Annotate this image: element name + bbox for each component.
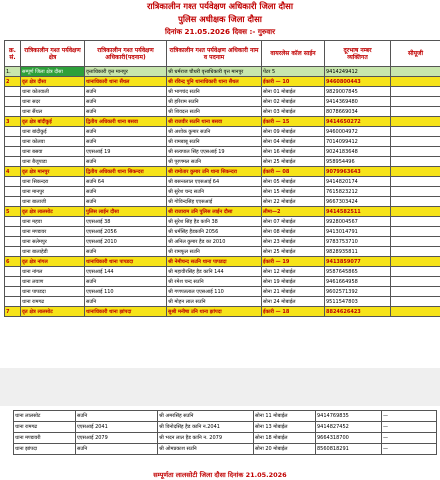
row-officer-post: एएसआई 2041	[76, 422, 158, 433]
patrol-schedule-continued-table	[13, 410, 437, 455]
row-phone: 7014099412	[325, 137, 391, 147]
row-officer-post: एएसआई 144	[85, 267, 167, 277]
row-area: थाना बांदीकुई	[21, 127, 85, 137]
row-call-sign: सोना 21 मोबाईल	[262, 287, 325, 297]
row-sn	[5, 217, 21, 227]
col-call-sign: वायरलेस कॉल साईन	[262, 41, 325, 67]
row-call-sign: सोना 02 मोबाईल	[262, 97, 325, 107]
row-area: थाना बसवा	[21, 147, 85, 157]
document-title: रात्रिकालीन गश्त पर्यवेक्षण अधिकारी जिला दौसा	[146, 1, 294, 11]
table-row-section	[5, 77, 440, 87]
table-row-section	[5, 307, 440, 317]
row-phone: 8078669034	[325, 107, 391, 117]
row-officer-name: सुश्री मनीषा उनि थाना झांपदा	[167, 307, 262, 317]
row-call-sign: सोना 19 मोबाईल	[262, 277, 325, 287]
row-officer-name: श्री रामबाबू सउनि	[167, 137, 262, 147]
row-officer-post: द्वितीय अधिकारी थाना सिकन्दरा	[85, 167, 167, 177]
row-phone: 9414820174	[325, 177, 391, 187]
row-sn: 6	[5, 257, 21, 267]
footer-line: सम्पूर्णता लालसोटी जिला दौसा दिनांक 21.05.2026	[153, 471, 287, 479]
table-row	[14, 433, 437, 444]
row-cug	[391, 277, 440, 287]
table-row-section	[5, 117, 440, 127]
row-sn: 2	[5, 77, 21, 87]
row-officer-post: सउनि	[76, 444, 158, 455]
row-call-sign: सोना 07 मोबाईल	[262, 217, 325, 227]
row-call-sign: ईकारी — 15	[262, 117, 325, 127]
row-area: सम्पूर्ण जिला क्षेत्र दौसा	[21, 67, 85, 77]
row-officer-name: श्री शिवदत्त सउनि	[167, 107, 262, 117]
row-officer-post: वृत्ताधिकारी वृत्त मानपुर	[85, 67, 167, 77]
row-call-sign: सोना 15 मोबाईल	[262, 187, 325, 197]
row-call-sign: ईकारी — 10	[262, 77, 325, 87]
row-officer-post: सउनि	[85, 187, 167, 197]
row-officer-post: द्वितीय अधिकारी थाना बसवा	[85, 117, 167, 127]
col-officer-post: रात्रिकालीन गश्त पर्यवेक्षण अधिकारी(पदनाम)	[85, 41, 167, 67]
row-sn	[5, 237, 21, 247]
row-officer-name: श्री सुरेश चन्द सउनि	[167, 187, 262, 197]
col-officer-name: रात्रिकालीन गश्त पर्यवेक्षण अधिकारी नाम व पदनाम	[167, 41, 262, 67]
row-call-sign: सोना 11 मोबाईल	[254, 411, 316, 422]
row-officer-name: श्री मोहन लाल सउनि	[167, 297, 262, 307]
row-sn: 4	[5, 167, 21, 177]
row-phone: 9460004972	[325, 127, 391, 137]
row-area: थाना बालाजी	[21, 197, 85, 207]
row-sn: 5	[5, 207, 21, 217]
row-area: वृत क्षेत्र बांदीकुई	[21, 117, 85, 127]
row-phone: 9511547803	[325, 297, 391, 307]
col-sn: क्र. सं.	[5, 41, 21, 67]
row-officer-post: सउनि	[85, 107, 167, 117]
row-call-sign: सोना 22 मोबाईल	[262, 197, 325, 207]
row-cug	[391, 147, 440, 157]
row-area: थाना लवाण	[21, 277, 85, 287]
table-row	[5, 177, 440, 187]
row-officer-name: श्री धर्मसिंह हैडकानि 2056	[167, 227, 262, 237]
table-row-section	[5, 257, 440, 267]
row-officer-name: श्री बसन्तलाल एएसआई 64	[167, 177, 262, 187]
row-sn	[5, 197, 21, 207]
row-officer-name: श्री भागचंद सउनि	[167, 87, 262, 97]
row-sn: 3	[5, 117, 21, 127]
row-sn	[5, 87, 21, 97]
row-phone: 9587645865	[325, 267, 391, 277]
row-call-sign: सोना 18 मोबाईल	[254, 433, 316, 444]
row-cug	[391, 127, 440, 137]
table-row	[5, 97, 440, 107]
office-title: पुलिस अधीक्षक जिला दौसा	[178, 14, 262, 24]
row-phone: 9079963643	[325, 167, 391, 177]
row-officer-name: श्री भदन लाल हैड कानि न. 2079	[158, 433, 254, 444]
table-row	[5, 217, 440, 227]
row-officer-name: श्री हरिराम सउनि	[167, 97, 262, 107]
col-personal-label: व्यक्तिगत	[347, 53, 368, 61]
row-sn	[5, 127, 21, 137]
row-phone: 9024183648	[325, 147, 391, 157]
row-area: थाना सलेमपुर	[21, 237, 85, 247]
row-officer-post: सउनि	[85, 277, 167, 287]
row-call-sign: सोना 16 मोबाईल	[262, 147, 325, 157]
row-phone: 7615823212	[325, 187, 391, 197]
row-area: थाना पापडदा	[21, 287, 85, 297]
row-sn	[5, 187, 21, 197]
row-phone: 9829007845	[325, 87, 391, 97]
row-cug	[391, 157, 440, 167]
row-cug	[391, 217, 440, 227]
row-officer-name: श्री रमेश चन्द सउनि	[167, 277, 262, 287]
row-officer-post: सउनि	[85, 197, 167, 207]
table-row	[5, 87, 440, 97]
row-cug	[391, 197, 440, 207]
row-cug	[391, 297, 440, 307]
row-cug	[391, 187, 440, 197]
row-officer-post: एएसआई 2056	[85, 227, 167, 237]
row-sn	[5, 267, 21, 277]
row-cug: —	[382, 422, 437, 433]
row-area: थाना कोलवा	[21, 137, 85, 147]
table-row	[5, 187, 440, 197]
row-cug	[391, 177, 440, 187]
row-area: थाना कोतवाली	[21, 87, 85, 97]
row-officer-name: श्री सत्यपाल सिंह एएसआई 19	[167, 147, 262, 157]
row-call-sign: सोना 03 मोबाईल	[262, 107, 325, 117]
row-phone: 9783753710	[325, 237, 391, 247]
table-row	[5, 237, 440, 247]
row-call-sign: लीमा—2	[262, 207, 325, 217]
row-cug	[391, 77, 440, 87]
row-phone: 9414582511	[325, 207, 391, 217]
row-officer-post: सउनि	[76, 411, 158, 422]
row-officer-post: सउनि	[85, 297, 167, 307]
row-officer-name: श्री राजाराम उनि पुलिस लाईन दौसा	[167, 207, 262, 217]
row-cug	[391, 117, 440, 127]
row-cug: —	[382, 444, 437, 455]
row-phone: 9460800443	[325, 77, 391, 87]
row-cug	[391, 257, 440, 267]
row-phone: 9413859077	[325, 257, 391, 267]
row-officer-name: श्री गणपतलाल एएसआई 110	[167, 287, 262, 297]
table-row	[5, 227, 440, 237]
row-cug	[391, 307, 440, 317]
row-area: थाना रामगढ	[14, 422, 76, 433]
row-officer-name: श्री पूरणमल सउनि	[167, 157, 262, 167]
row-officer-post: सउनि	[85, 137, 167, 147]
row-cug	[391, 87, 440, 97]
row-phone: 9414650272	[325, 117, 391, 127]
row-area: थाना बैजूपाडा	[21, 157, 85, 167]
row-area: थाना सदर	[21, 97, 85, 107]
row-call-sign: सोना 08 मोबाईल	[262, 227, 325, 237]
row-phone: 9602571392	[325, 287, 391, 297]
row-officer-name: श्री गोविन्दसिंह एएसआई	[167, 197, 262, 207]
row-area: वृत क्षेत्र नांगल	[21, 257, 85, 267]
row-officer-name: श्री सुरेश सिंह हैड कानि 38	[167, 217, 262, 227]
row-call-sign: सोना 13 मोबाईल	[254, 422, 316, 433]
page-break	[0, 368, 440, 406]
row-sn	[5, 137, 21, 147]
table-row	[5, 127, 440, 137]
row-area: थाना सैंथल	[21, 107, 85, 117]
row-call-sign: ईकारी — 08	[262, 167, 325, 177]
row-area: वृत क्षेत्र मानपुर	[21, 167, 85, 177]
row-officer-name: श्री राजवीर सउनि थाना बसवा	[167, 117, 262, 127]
row-call-sign: सोना 01 मोबाईल	[262, 87, 325, 97]
row-officer-name: श्री नेमीचन्द सउनि थाना पापडदा	[167, 257, 262, 267]
col-phone	[325, 41, 391, 67]
row-cug	[391, 227, 440, 237]
row-cug	[391, 237, 440, 247]
row-call-sign: पेंटर 5	[262, 67, 325, 77]
row-sn	[5, 287, 21, 297]
row-officer-post: सउनि	[85, 247, 167, 257]
table-row	[14, 422, 437, 433]
row-sn	[5, 297, 21, 307]
row-officer-name: श्री रामफूल सउनि	[167, 247, 262, 257]
row-sn: 7	[5, 307, 21, 317]
row-area: थाना मण्डावरी	[14, 433, 76, 444]
row-officer-post: एएसआई 2010	[85, 237, 167, 247]
row-cug	[391, 67, 440, 77]
row-area: थाना सिकन्दरा	[21, 177, 85, 187]
table-header-row	[5, 41, 440, 67]
patrol-schedule-table	[4, 40, 440, 317]
row-sn	[5, 177, 21, 187]
row-area: थाना मण्डावर	[21, 227, 85, 237]
row-sn	[5, 147, 21, 157]
row-phone: 9413014791	[325, 227, 391, 237]
row-officer-post: सउनि	[85, 157, 167, 167]
table-row	[5, 137, 440, 147]
row-officer-name: श्री अमरसिंह सउनि	[158, 411, 254, 422]
row-sn	[5, 157, 21, 167]
row-call-sign: सोना 24 मोबाईल	[262, 297, 325, 307]
row-area: वृत क्षेत्र लालसोट	[21, 207, 85, 217]
row-area: थाना नांगल	[21, 267, 85, 277]
row-phone: 9928004567	[325, 217, 391, 227]
row-area: वृत क्षेत्र दौसा	[21, 77, 85, 87]
table-row-section	[5, 207, 440, 217]
col-phone-label: दूरभाष नम्बर	[343, 46, 372, 54]
row-sn: 1.	[5, 67, 21, 77]
row-area: थाना मानपुर	[21, 187, 85, 197]
row-area: थाना महवा	[21, 217, 85, 227]
table-row	[5, 197, 440, 207]
row-sn	[5, 277, 21, 287]
table-row	[14, 444, 437, 455]
row-call-sign: सोना 09 मोबाईल	[262, 127, 325, 137]
table-row-section	[5, 67, 440, 77]
row-officer-post: एएसआई 38	[85, 217, 167, 227]
row-officer-name: श्री रामोतार कुमार उनि थाना सिकन्दरा	[167, 167, 262, 177]
row-officer-name: श्री ओमप्रकाश सउनि	[158, 444, 254, 455]
row-cug: —	[382, 433, 437, 444]
row-cug	[391, 247, 440, 257]
row-call-sign: सोना 05 मोबाईल	[262, 177, 325, 187]
row-call-sign: सोना 23 मोबाईल	[262, 237, 325, 247]
row-phone: 9667303424	[325, 197, 391, 207]
row-officer-name: श्री धर्मराज चौधरी वृत्ताधिकारी वृत्त मानपुर	[167, 67, 262, 77]
row-sn	[5, 107, 21, 117]
row-phone: 9828935811	[325, 247, 391, 257]
date-line: दिनांक 21.05.2026 दिवस :- गुरुवार	[164, 27, 276, 36]
table-row	[5, 267, 440, 277]
table-row	[5, 107, 440, 117]
row-area: वृत क्षेत्र लालसोट	[21, 307, 85, 317]
row-area: थाना रामगढ	[21, 297, 85, 307]
row-phone: 9414369480	[325, 97, 391, 107]
row-officer-post: सउनि	[85, 97, 167, 107]
row-officer-name: श्री महावीरसिंह हैड कानि 144	[167, 267, 262, 277]
table-row	[5, 147, 440, 157]
row-cug	[391, 287, 440, 297]
table-row	[5, 277, 440, 287]
row-phone: 9461664958	[325, 277, 391, 287]
row-cug: —	[382, 411, 437, 422]
row-call-sign: सोना 20 मोबाईल	[254, 444, 316, 455]
row-sn	[5, 97, 21, 107]
row-sn	[5, 247, 21, 257]
row-call-sign: सोना 25 मोबाईल	[262, 247, 325, 257]
row-call-sign: ईकारी — 19	[262, 257, 325, 267]
row-officer-post: एएसआई 110	[85, 287, 167, 297]
row-area: थाना झांपदा	[14, 444, 76, 455]
row-call-sign: सोना 12 मोबाईल	[262, 267, 325, 277]
row-officer-post: थानाधिकारी थाना सैंथल	[85, 77, 167, 87]
row-phone: 9414249412	[325, 67, 391, 77]
row-area: थाना बालाहेडी	[21, 247, 85, 257]
row-officer-post: पुलिस लाईन दौसा	[85, 207, 167, 217]
table-row	[5, 247, 440, 257]
row-cug	[391, 267, 440, 277]
row-call-sign: सोना 25 मोबाईल	[262, 157, 325, 167]
row-officer-post: सउनि 64	[85, 177, 167, 187]
table-row	[5, 287, 440, 297]
row-cug	[391, 107, 440, 117]
row-call-sign: सोना 04 मोबाईल	[262, 137, 325, 147]
row-phone: 9664318700	[316, 433, 382, 444]
row-officer-name: श्री विनोदसिंह हैड कानि न.2041	[158, 422, 254, 433]
table-row	[5, 297, 440, 307]
row-officer-name: श्री रविन्द्र पुनि थानाधिकारी थाना सैंथल	[167, 77, 262, 87]
row-cug	[391, 97, 440, 107]
row-sn	[5, 227, 21, 237]
col-area: रात्रिकालीन गश्त पर्यवेक्षण क्षेत्र	[21, 41, 85, 67]
row-area: थाना लालसोट	[14, 411, 76, 422]
row-officer-post: एएसआई 19	[85, 147, 167, 157]
row-cug	[391, 167, 440, 177]
row-call-sign: ईकारी — 18	[262, 307, 325, 317]
row-officer-name: श्री अनिल कुमार हैड का 2010	[167, 237, 262, 247]
row-officer-post: सउनि	[85, 127, 167, 137]
table-row	[5, 157, 440, 167]
col-cug: सीयूजी	[391, 41, 440, 67]
table-row	[14, 411, 437, 422]
row-officer-post: सउनि	[85, 87, 167, 97]
row-cug	[391, 137, 440, 147]
table-row-section	[5, 167, 440, 177]
row-phone: 8560818291	[316, 444, 382, 455]
row-cug	[391, 207, 440, 217]
row-phone: 9414827452	[316, 422, 382, 433]
row-officer-post: एएसआई 2079	[76, 433, 158, 444]
row-officer-post: थानाधिकारी थाना झांपदा	[85, 307, 167, 317]
row-phone: 958954496	[325, 157, 391, 167]
row-officer-post: थानाधिकारी थाना पापडदा	[85, 257, 167, 267]
row-officer-name: श्री अशोक कुमार सउनि	[167, 127, 262, 137]
row-phone: 8824626423	[325, 307, 391, 317]
row-phone: 9414769835	[316, 411, 382, 422]
